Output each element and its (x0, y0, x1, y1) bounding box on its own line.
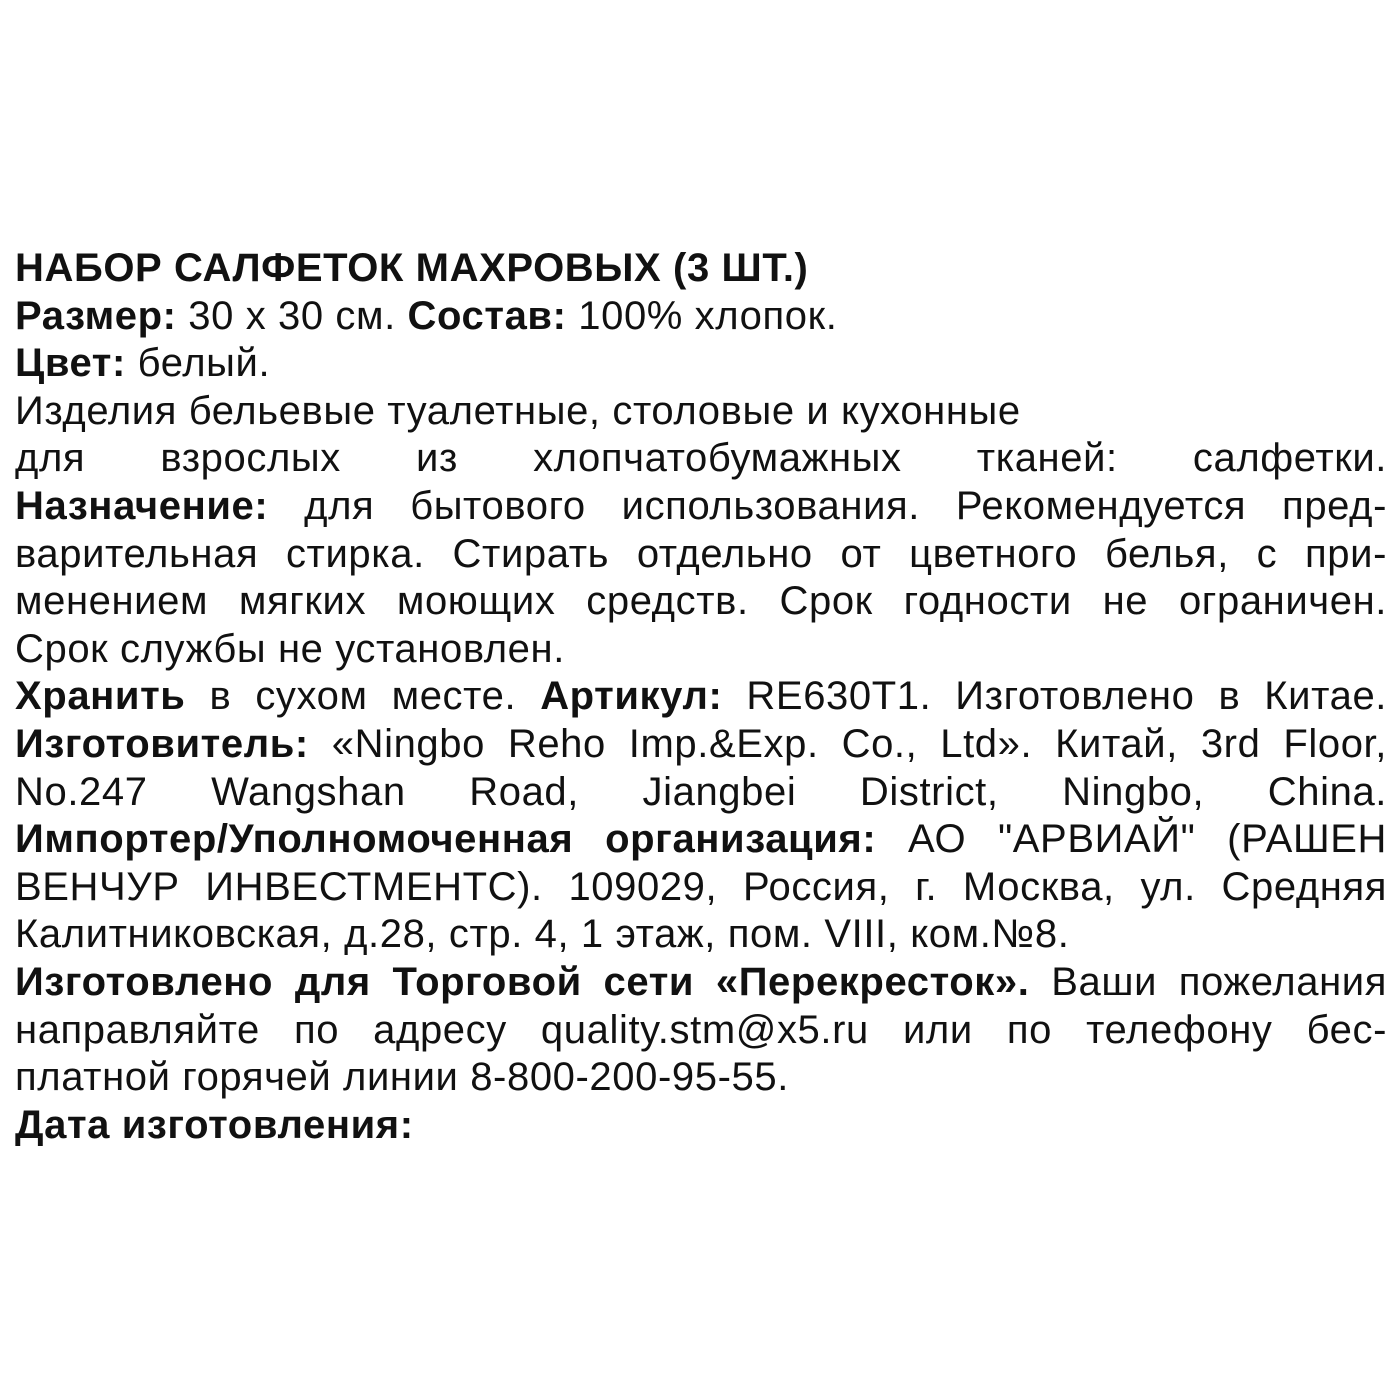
retailer-line (15, 959, 1387, 1007)
manufacturer-label: Изготовитель: (15, 721, 309, 766)
product-title (15, 245, 1387, 293)
purpose-text: для бытового использования. Рекомендуется пред- (268, 483, 1387, 528)
retailer-text: Ваши пожелания (1029, 959, 1387, 1004)
manufacturer-text: «Ningbo Reho Imp.&Exp. Co., Ltd». Китай, 3rd Floor, (308, 721, 1387, 766)
description-text: для взрослых из хлопчатобумажных тканей: салфетки. (15, 436, 1387, 481)
contact-text: направляйте по адресу quality.stm@x5.ru или по телефону бес- (15, 1007, 1387, 1052)
purpose-line (15, 531, 1387, 579)
composition-label: Состав: (407, 293, 567, 338)
article-value: RE630T1. Изготовлено в Китае. (722, 674, 1387, 719)
composition-value: 100% хлопок. (566, 293, 838, 338)
importer-label: Импортер/Уполномоченная организация: (15, 817, 877, 862)
purpose-label: Назначение: (15, 483, 269, 528)
manufacture-date-line (15, 1102, 1387, 1150)
retailer-label: Изготовлено для Торговой сети «Перекресток». (15, 959, 1030, 1004)
color-value: белый. (125, 341, 271, 386)
importer-address: Калитниковская, д.28, стр. 4, 1 этаж, пом. VIII, ком.№8. (15, 912, 1070, 957)
description-line (15, 435, 1387, 483)
contact-line (15, 1007, 1387, 1055)
description-line (15, 388, 1387, 436)
contact-line (15, 1054, 1387, 1102)
importer-line (15, 816, 1387, 864)
service-life-text: Срок службы не установлен. (15, 626, 565, 671)
size-composition-line (15, 293, 1387, 341)
importer-line (15, 864, 1387, 912)
storage-label: Хранить (15, 674, 186, 719)
storage-article-line (15, 673, 1387, 721)
title-text: НАБОР САЛФЕТОК МАХРОВЫХ (3 ШТ.) (15, 246, 809, 290)
hotline-text: платной горячей линии 8-800-200-95-55. (15, 1055, 789, 1100)
importer-text: АО "АРВИАЙ" (РАШЕН (876, 817, 1387, 862)
manufacturer-line (15, 721, 1387, 769)
color-line (15, 340, 1387, 388)
purpose-text: варительная стирка. Стирать отдельно от цветного белья, с при- (15, 531, 1387, 576)
purpose-text: менением мягких моющих средств. Срок годности не ограничен. (15, 579, 1387, 624)
importer-line (15, 911, 1387, 959)
storage-text: в сухом месте. (185, 674, 541, 719)
manufacture-date-label: Дата изготовления: (15, 1102, 414, 1147)
product-label (15, 245, 1387, 1149)
purpose-line (15, 483, 1387, 531)
manufacturer-line (15, 769, 1387, 817)
importer-address: ВЕНЧУР ИНВЕСТМЕНТС). 109029, Россия, г. Москва, ул. Средняя (15, 864, 1387, 909)
article-label: Артикул: (540, 674, 723, 719)
service-life-line (15, 626, 1387, 674)
size-value: 30 х 30 см. (176, 293, 408, 338)
purpose-line (15, 578, 1387, 626)
description-text: Изделия бельевые туалетные, столовые и кухонные (15, 388, 1021, 433)
color-label: Цвет: (15, 341, 126, 386)
size-label: Размер: (15, 293, 177, 338)
manufacturer-address: No.247 Wangshan Road, Jiangbei District, Ningbo, China. (15, 769, 1387, 814)
